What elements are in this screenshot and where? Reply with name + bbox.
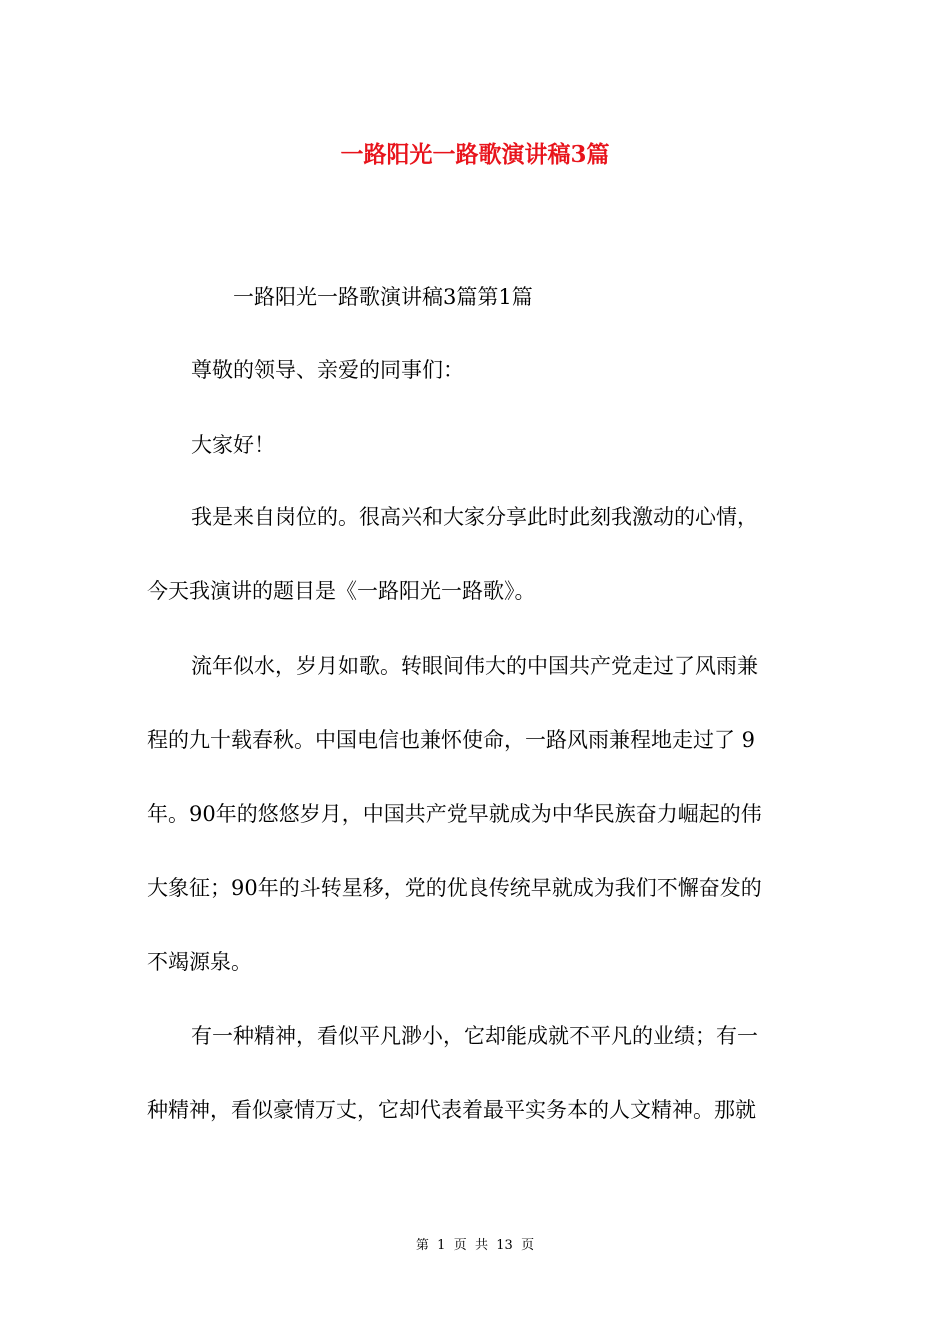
paragraph-line: 我是来自岗位的。很高兴和大家分享此时此刻我激动的心情，	[191, 505, 758, 529]
footer-page-word: 第	[415, 1238, 429, 1253]
section-heading: 一路阳光一路歌演讲稿3篇第1篇	[233, 285, 533, 309]
paragraph-line: 程的九十载春秋。中国电信也兼怀使命，一路风雨兼程地走过了 9	[147, 728, 756, 752]
paragraph-line: 不竭源泉。	[147, 950, 252, 974]
paragraph-line: 大家好！	[191, 433, 275, 457]
paragraph-line: 今天我演讲的题目是《一路阳光一路歌》。	[147, 579, 536, 603]
footer-page-number: 1	[437, 1238, 446, 1253]
paragraph-line: 尊敬的领导、亲爱的同事们：	[191, 358, 464, 382]
paragraph-line: 年。90年的悠悠岁月，中国共产党早就成为中华民族奋力崛起的伟	[147, 802, 762, 826]
footer-total-pages: 13	[496, 1238, 513, 1253]
footer-total-word: 共	[475, 1238, 489, 1253]
paragraph-line: 流年似水，岁月如歌。转眼间伟大的中国共产党走过了风雨兼	[191, 654, 758, 678]
paragraph-line: 种精神，看似豪情万丈，它却代表着最平实务本的人文精神。那就	[147, 1098, 756, 1122]
footer-page-unit: 页	[453, 1238, 467, 1253]
footer-total-unit: 页	[521, 1238, 535, 1253]
paragraph-line: 大象征；90年的斗转星移，党的优良传统早就成为我们不懈奋发的	[147, 876, 762, 900]
paragraph-line: 有一种精神，看似平凡渺小，它却能成就不平凡的业绩；有一	[191, 1024, 758, 1048]
page-footer	[0, 1236, 950, 1256]
document-title: 一路阳光一路歌演讲稿3篇	[340, 141, 610, 168]
